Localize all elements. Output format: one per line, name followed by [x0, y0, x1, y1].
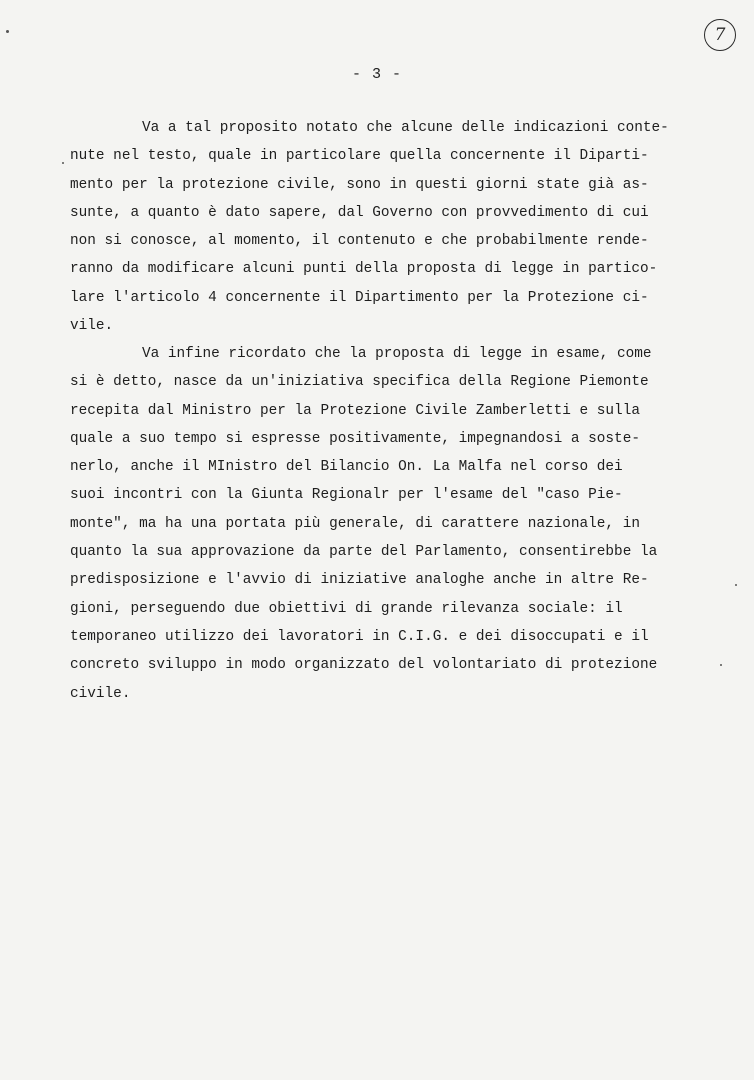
page-stamp [704, 19, 736, 51]
text-line: predisposizione e l'avvio di iniziative analoghe anche in altre Re- [70, 572, 649, 589]
text-line: non si conosce, al momento, il contenuto e che probabilmente rende- [70, 233, 649, 250]
text-line: ranno da modificare alcuni punti della proposta di legge in partico- [70, 261, 658, 278]
text-line: concreto sviluppo in modo organizzato del volontariato di protezione [70, 657, 658, 674]
text-line: gioni, perseguendo due obiettivi di grande rilevanza sociale: il [70, 600, 623, 617]
text-line: vile. [70, 318, 114, 335]
page-number: - 3 - [351, 66, 402, 83]
paragraph [70, 340, 735, 708]
stamp-label: 7 [714, 25, 726, 45]
text-line: mento per la protezione civile, sono in questi giorni state già as- [70, 176, 649, 193]
scan-speck [735, 584, 737, 586]
text-line: suoi incontri con la Giunta Regionalr per l'esame del "caso Pie- [70, 487, 623, 504]
text-line: lare l'articolo 4 concernente il Dipartimento per la Protezione ci- [70, 289, 649, 306]
text-line: Va infine ricordato che la proposta di legge in esame, come [142, 346, 652, 362]
text-line: quanto la sua approvazione da parte del Parlamento, consentirebbe la [70, 544, 658, 561]
scan-speck [62, 162, 64, 164]
text-line: Va a tal proposito notato che alcune delle indicazioni conte- [142, 120, 669, 136]
text-line: quale a suo tempo si espresse positivamente, impegnandosi a soste- [70, 430, 640, 447]
scan-speck [6, 30, 9, 33]
text-line: sunte, a quanto è dato sapere, dal Governo con provvedimento di cui [70, 204, 649, 221]
text-line: civile. [70, 685, 131, 702]
text-line: monte", ma ha una portata più generale, di carattere nazionale, in [70, 515, 640, 532]
text-line: si è detto, nasce da un'iniziativa specifica della Regione Piemonte [70, 374, 649, 391]
text-line: nerlo, anche il MInistro del Bilancio On. La Malfa nel corso dei [70, 459, 623, 476]
text-line: nute nel testo, quale in particolare quella concernente il Diparti- [70, 148, 649, 165]
text-line: recepita dal Ministro per la Protezione Civile Zamberletti e sulla [70, 402, 640, 419]
paragraph [70, 114, 735, 340]
text-line: temporaneo utilizzo dei lavoratori in C.I.G. e dei disoccupati e il [70, 628, 649, 645]
